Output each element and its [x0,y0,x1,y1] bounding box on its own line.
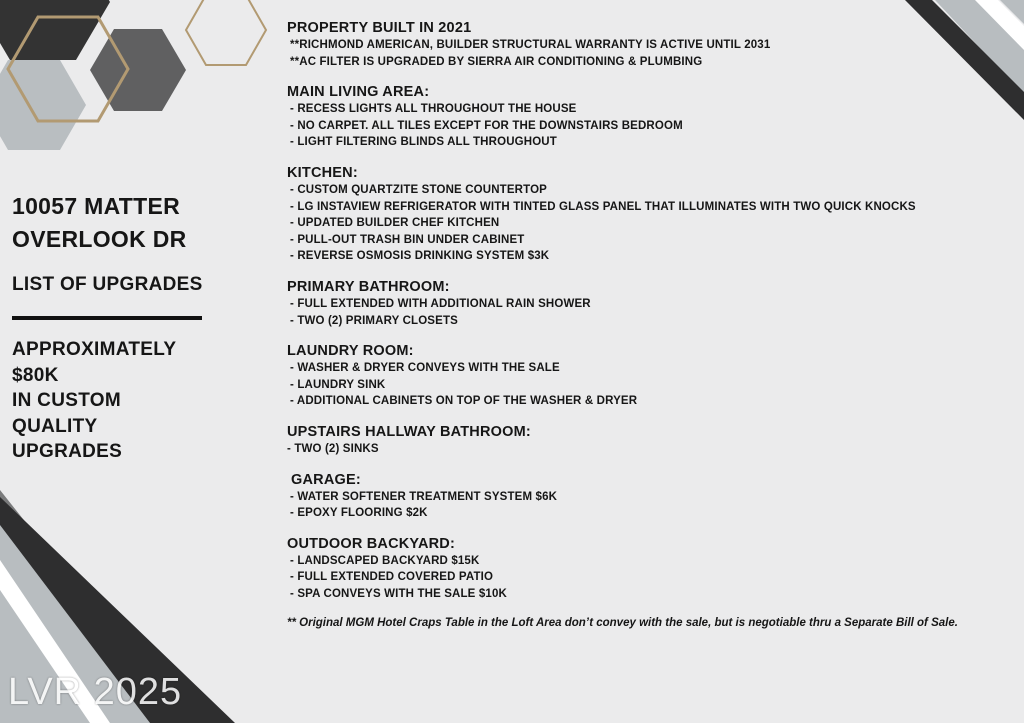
section-title: MAIN LIVING AREA: [287,84,430,101]
list-item: **AC FILTER IS UPGRADED BY SIERRA AIR CONDITIONING & PLUMBING [290,55,703,68]
divider-rule [12,316,202,320]
section-main-living [287,83,1017,151]
footnote: ** Original MGM Hotel Craps Table in the Loft Area don’t convey with the sale, but is negotiable thru a Separate Bill of Sale. [287,617,958,630]
section-kitchen [287,164,1017,265]
list-item: - UPDATED BUILDER CHEF KITCHEN [290,217,500,230]
section-upstairs-bathroom [287,423,1017,458]
approx-line: IN CUSTOM [12,390,121,411]
list-item: - CUSTOM QUARTZITE STONE COUNTERTOP [290,183,547,196]
list-item: - LIGHT FILTERING BLINDS ALL THROUGHOUT [290,136,557,149]
list-item: - EPOXY FLOORING $2K [290,507,428,520]
section-title: GARAGE: [291,471,361,488]
address-line-2: OVERLOOK DR [12,226,187,252]
left-panel [12,190,252,465]
upgrades-subtitle: LIST OF UPGRADES [12,274,203,295]
list-item: - PULL-OUT TRASH BIN UNDER CABINET [290,233,525,246]
section-title: UPSTAIRS HALLWAY BATHROOM: [287,423,531,440]
watermark: LVR 2025 [8,671,183,713]
section-primary-bathroom [287,278,1017,329]
approx-line: APPROXIMATELY [12,339,177,360]
list-item: - TWO (2) PRIMARY CLOSETS [290,314,458,327]
list-item: - ADDITIONAL CABINETS ON TOP OF THE WASHER & DRYER [290,395,638,408]
section-title: KITCHEN: [287,164,358,181]
section-garage [287,471,1017,522]
list-item: - LAUNDRY SINK [290,378,386,391]
section-title: PRIMARY BATHROOM: [287,278,450,295]
section-title: LAUNDRY ROOM: [287,343,414,360]
approx-line: QUALITY [12,415,98,437]
upgrades-list [287,19,1017,632]
hexagon-light [0,60,86,150]
list-item: - LG INSTAVIEW REFRIGERATOR WITH TINTED GLASS PANEL THAT ILLUMINATES WITH TWO QUICK KNOCKS [290,200,916,213]
address-title [12,190,252,256]
approx-line: UPGRADES [12,441,123,462]
hexagon-mid [90,29,186,111]
list-item: - WASHER & DRYER CONVEYS WITH THE SALE [290,362,560,375]
list-item: - RECESS LIGHTS ALL THROUGHOUT THE HOUSE [290,103,577,116]
list-item: **RICHMOND AMERICAN, BUILDER STRUCTURAL WARRANTY IS ACTIVE UNTIL 2031 [290,39,771,51]
section-laundry [287,342,1017,410]
section-backyard [287,535,1017,603]
hexagon-dark [0,0,110,60]
approx-value-text [12,337,252,465]
list-item: - TWO (2) SINKS [287,442,379,455]
section-title: PROPERTY BUILT IN 2021 [287,20,472,36]
section-title: OUTDOOR BACKYARD: [287,535,456,552]
approx-line: $80K [12,364,59,386]
list-item: - LANDSCAPED BACKYARD $15K [290,554,480,567]
list-item: - NO CARPET. ALL TILES EXCEPT FOR THE DOWNSTAIRS BEDROOM [290,119,683,132]
list-item: - FULL EXTENDED COVERED PATIO [290,571,494,584]
list-item: - FULL EXTENDED WITH ADDITIONAL RAIN SHOWER [290,297,591,310]
section-property [287,19,1017,70]
address-line-1: 10057 MATTER [12,193,181,219]
hexagon-outline-gold-top [186,0,266,65]
list-item: - WATER SOFTENER TREATMENT SYSTEM $6K [290,490,558,503]
list-item: - SPA CONVEYS WITH THE SALE $10K [290,587,507,600]
list-item: - REVERSE OSMOSIS DRINKING SYSTEM $3K [290,250,550,263]
